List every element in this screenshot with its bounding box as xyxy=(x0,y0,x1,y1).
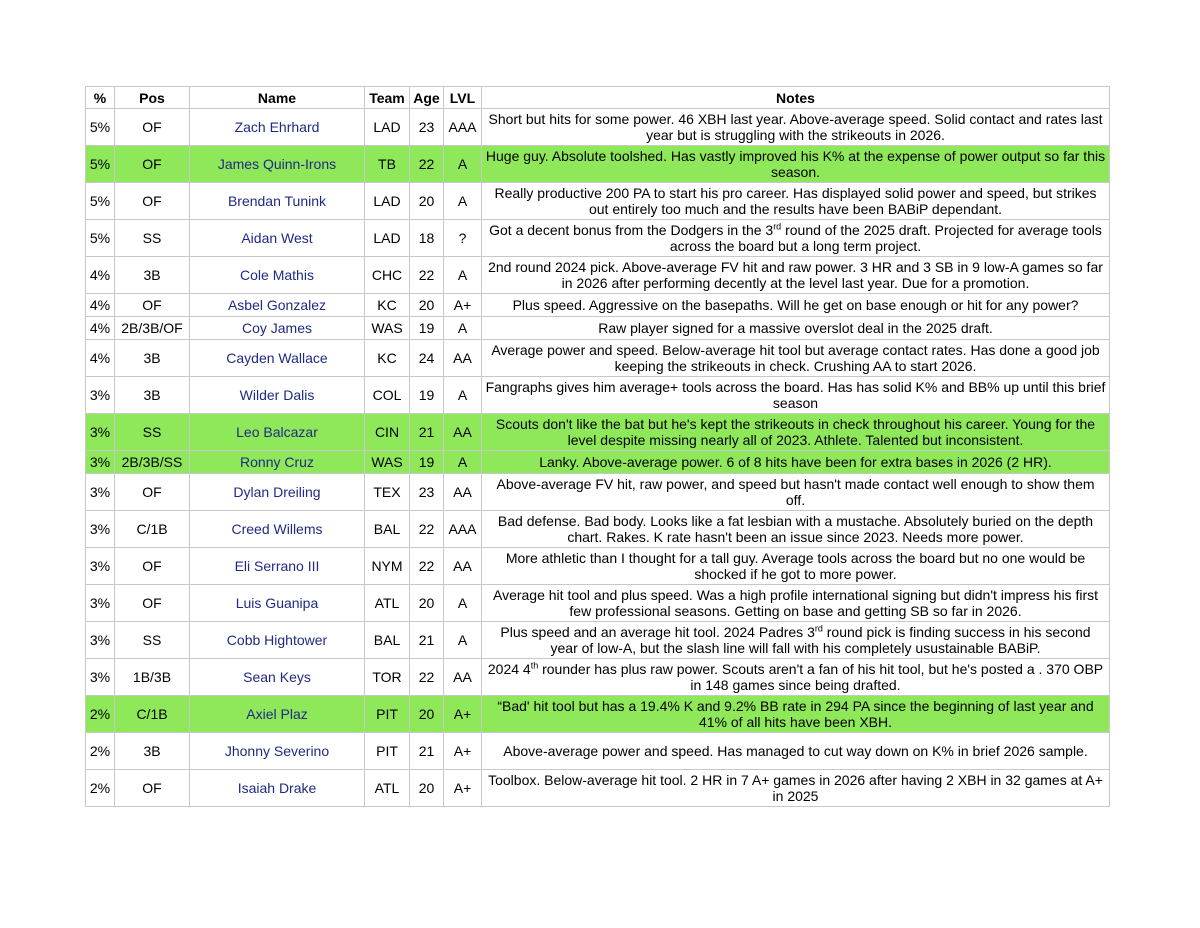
header-age: Age xyxy=(410,87,444,109)
table-row xyxy=(86,511,1110,548)
notes-cell: Got a decent bonus from the Dodgers in the 3rd round of the 2025 draft. Projected for average tools across the board but a long term project. xyxy=(482,220,1110,257)
team-cell: NYM xyxy=(365,548,410,585)
name-cell: Sean Keys xyxy=(190,659,365,696)
age-cell: 18 xyxy=(410,220,444,257)
table-row xyxy=(86,146,1110,183)
name-cell: Aidan West xyxy=(190,220,365,257)
lvl-cell: AA xyxy=(444,340,482,377)
notes-cell: “Bad' hit tool but has a 19.4% K and 9.2% BB rate in 294 PA since the beginning of last year and 41% of all hits have been XBH. xyxy=(482,696,1110,733)
table-row xyxy=(86,183,1110,220)
team-cell: LAD xyxy=(365,183,410,220)
table-row xyxy=(86,317,1110,340)
pct-cell: 3% xyxy=(86,511,115,548)
notes-cell: Average power and speed. Below-average hit tool but average contact rates. Has done a good job keeping the strikeouts in check. Crushing AA to start 2026. xyxy=(482,340,1110,377)
pct-cell: 4% xyxy=(86,257,115,294)
lvl-cell: A+ xyxy=(444,294,482,317)
notes-cell: Lanky. Above-average power. 6 of 8 hits have been for extra bases in 2026 (2 HR). xyxy=(482,451,1110,474)
table-row xyxy=(86,414,1110,451)
table-row xyxy=(86,474,1110,511)
pct-cell: 3% xyxy=(86,659,115,696)
team-cell: WAS xyxy=(365,317,410,340)
lvl-cell: AA xyxy=(444,414,482,451)
notes-cell: Scouts don't like the bat but he's kept the strikeouts in check throughout his career. Young for the level despite missing nearly all of 2023. Athlete. Talented but inconsistent. xyxy=(482,414,1110,451)
pos-cell: SS xyxy=(115,414,190,451)
notes-cell: Plus speed. Aggressive on the basepaths. Will he get on base enough or hit for any power? xyxy=(482,294,1110,317)
team-cell: LAD xyxy=(365,220,410,257)
header-row xyxy=(86,87,1110,109)
age-cell: 22 xyxy=(410,257,444,294)
age-cell: 21 xyxy=(410,622,444,659)
pos-cell: 3B xyxy=(115,377,190,414)
lvl-cell: A xyxy=(444,317,482,340)
table-body xyxy=(86,109,1110,807)
table-row xyxy=(86,109,1110,146)
notes-cell: Short but hits for some power. 46 XBH last year. Above-average speed. Solid contact and rates last year but is struggling with the strikeouts in 2026. xyxy=(482,109,1110,146)
team-cell: PIT xyxy=(365,696,410,733)
lvl-cell: A xyxy=(444,377,482,414)
name-cell: Wilder Dalis xyxy=(190,377,365,414)
team-cell: ATL xyxy=(365,585,410,622)
name-cell: Jhonny Severino xyxy=(190,733,365,770)
pos-cell: 3B xyxy=(115,257,190,294)
header-name: Name xyxy=(190,87,365,109)
age-cell: 24 xyxy=(410,340,444,377)
name-cell: Brendan Tunink xyxy=(190,183,365,220)
pct-cell: 5% xyxy=(86,146,115,183)
notes-cell: Really productive 200 PA to start his pro career. Has displayed solid power and speed, but strikes out entirely too much and the results have been BABiP dependant. xyxy=(482,183,1110,220)
pos-cell: 1B/3B xyxy=(115,659,190,696)
name-cell: Axiel Plaz xyxy=(190,696,365,733)
team-cell: TEX xyxy=(365,474,410,511)
team-cell: KC xyxy=(365,294,410,317)
table-row xyxy=(86,340,1110,377)
name-cell: Cayden Wallace xyxy=(190,340,365,377)
pos-cell: OF xyxy=(115,183,190,220)
lvl-cell: AAA xyxy=(444,511,482,548)
header-notes: Notes xyxy=(482,87,1110,109)
team-cell: BAL xyxy=(365,511,410,548)
age-cell: 22 xyxy=(410,146,444,183)
table-row xyxy=(86,377,1110,414)
age-cell: 20 xyxy=(410,696,444,733)
table-row xyxy=(86,257,1110,294)
lvl-cell: A+ xyxy=(444,770,482,807)
name-cell: Coy James xyxy=(190,317,365,340)
team-cell: ATL xyxy=(365,770,410,807)
notes-cell: Fangraphs gives him average+ tools across the board. Has has solid K% and BB% up until this brief season xyxy=(482,377,1110,414)
pct-cell: 3% xyxy=(86,414,115,451)
team-cell: TB xyxy=(365,146,410,183)
pct-cell: 3% xyxy=(86,548,115,585)
pos-cell: OF xyxy=(115,548,190,585)
lvl-cell: ? xyxy=(444,220,482,257)
pct-cell: 2% xyxy=(86,770,115,807)
age-cell: 23 xyxy=(410,109,444,146)
notes-cell: Huge guy. Absolute toolshed. Has vastly improved his K% at the expense of power output so far this season. xyxy=(482,146,1110,183)
pos-cell: SS xyxy=(115,220,190,257)
lvl-cell: A xyxy=(444,146,482,183)
pos-cell: OF xyxy=(115,585,190,622)
lvl-cell: A+ xyxy=(444,696,482,733)
pos-cell: 2B/3B/OF xyxy=(115,317,190,340)
notes-cell: Above-average power and speed. Has managed to cut way down on K% in brief 2026 sample. xyxy=(482,733,1110,770)
pos-cell: 2B/3B/SS xyxy=(115,451,190,474)
pos-cell: C/1B xyxy=(115,696,190,733)
lvl-cell: AA xyxy=(444,548,482,585)
name-cell: Ronny Cruz xyxy=(190,451,365,474)
header-pct: % xyxy=(86,87,115,109)
pos-cell: OF xyxy=(115,146,190,183)
notes-cell: 2024 4th rounder has plus raw power. Scouts aren't a fan of his hit tool, but he's posted a . 370 OBP in 148 games since being drafted. xyxy=(482,659,1110,696)
pct-cell: 2% xyxy=(86,696,115,733)
table-row xyxy=(86,659,1110,696)
age-cell: 21 xyxy=(410,733,444,770)
name-cell: Cobb Hightower xyxy=(190,622,365,659)
table-row xyxy=(86,696,1110,733)
age-cell: 22 xyxy=(410,659,444,696)
pct-cell: 4% xyxy=(86,317,115,340)
lvl-cell: A xyxy=(444,257,482,294)
pos-cell: OF xyxy=(115,474,190,511)
notes-cell: Average hit tool and plus speed. Was a high profile international signing but didn't impress his first few professional seasons. Getting on base and getting SB so far in 2026. xyxy=(482,585,1110,622)
notes-cell: Toolbox. Below-average hit tool. 2 HR in 7 A+ games in 2026 after having 2 XBH in 32 games at A+ in 2025 xyxy=(482,770,1110,807)
table-row xyxy=(86,622,1110,659)
notes-cell: Raw player signed for a massive overslot deal in the 2025 draft. xyxy=(482,317,1110,340)
name-cell: Eli Serrano III xyxy=(190,548,365,585)
pct-cell: 3% xyxy=(86,377,115,414)
table-row xyxy=(86,733,1110,770)
age-cell: 19 xyxy=(410,451,444,474)
team-cell: COL xyxy=(365,377,410,414)
pos-cell: SS xyxy=(115,622,190,659)
age-cell: 21 xyxy=(410,414,444,451)
age-cell: 20 xyxy=(410,585,444,622)
header-lvl: LVL xyxy=(444,87,482,109)
pct-cell: 5% xyxy=(86,109,115,146)
team-cell: TOR xyxy=(365,659,410,696)
age-cell: 20 xyxy=(410,294,444,317)
pct-cell: 3% xyxy=(86,474,115,511)
lvl-cell: A xyxy=(444,622,482,659)
header-team: Team xyxy=(365,87,410,109)
pct-cell: 4% xyxy=(86,294,115,317)
name-cell: Dylan Dreiling xyxy=(190,474,365,511)
team-cell: CIN xyxy=(365,414,410,451)
notes-cell: Above-average FV hit, raw power, and speed but hasn't made contact well enough to show them off. xyxy=(482,474,1110,511)
age-cell: 19 xyxy=(410,317,444,340)
table-row xyxy=(86,294,1110,317)
lvl-cell: A xyxy=(444,585,482,622)
team-cell: PIT xyxy=(365,733,410,770)
age-cell: 23 xyxy=(410,474,444,511)
age-cell: 22 xyxy=(410,511,444,548)
age-cell: 20 xyxy=(410,183,444,220)
table-row xyxy=(86,585,1110,622)
pos-cell: C/1B xyxy=(115,511,190,548)
team-cell: CHC xyxy=(365,257,410,294)
team-cell: BAL xyxy=(365,622,410,659)
prospect-table xyxy=(85,86,1110,807)
notes-cell: 2nd round 2024 pick. Above-average FV hit and raw power. 3 HR and 3 SB in 9 low-A games so far in 2026 after performing decently at the level last year. Due for a promotion. xyxy=(482,257,1110,294)
lvl-cell: AAA xyxy=(444,109,482,146)
notes-cell: Plus speed and an average hit tool. 2024 Padres 3rd round pick is finding success in his second year of low-A, but the slash line will fall with his completely usustainable BABiP. xyxy=(482,622,1110,659)
table-row xyxy=(86,451,1110,474)
lvl-cell: A xyxy=(444,451,482,474)
table-row xyxy=(86,770,1110,807)
pct-cell: 3% xyxy=(86,585,115,622)
pct-cell: 3% xyxy=(86,451,115,474)
name-cell: Luis Guanipa xyxy=(190,585,365,622)
pct-cell: 4% xyxy=(86,340,115,377)
lvl-cell: AA xyxy=(444,474,482,511)
name-cell: James Quinn-Irons xyxy=(190,146,365,183)
team-cell: WAS xyxy=(365,451,410,474)
pct-cell: 2% xyxy=(86,733,115,770)
pos-cell: OF xyxy=(115,109,190,146)
age-cell: 19 xyxy=(410,377,444,414)
lvl-cell: AA xyxy=(444,659,482,696)
pos-cell: OF xyxy=(115,770,190,807)
age-cell: 22 xyxy=(410,548,444,585)
pos-cell: OF xyxy=(115,294,190,317)
name-cell: Cole Mathis xyxy=(190,257,365,294)
lvl-cell: A xyxy=(444,183,482,220)
pos-cell: 3B xyxy=(115,733,190,770)
name-cell: Isaiah Drake xyxy=(190,770,365,807)
team-cell: KC xyxy=(365,340,410,377)
pct-cell: 5% xyxy=(86,220,115,257)
notes-cell: More athletic than I thought for a tall guy. Average tools across the board but no one would be shocked if he got to more power. xyxy=(482,548,1110,585)
name-cell: Zach Ehrhard xyxy=(190,109,365,146)
notes-cell: Bad defense. Bad body. Looks like a fat lesbian with a mustache. Absolutely buried on the depth chart. Rakes. K rate hasn't been an issue since 2023. Needs more power. xyxy=(482,511,1110,548)
name-cell: Asbel Gonzalez xyxy=(190,294,365,317)
table-row xyxy=(86,548,1110,585)
header-pos: Pos xyxy=(115,87,190,109)
name-cell: Leo Balcazar xyxy=(190,414,365,451)
lvl-cell: A+ xyxy=(444,733,482,770)
pct-cell: 3% xyxy=(86,622,115,659)
pct-cell: 5% xyxy=(86,183,115,220)
table-row xyxy=(86,220,1110,257)
age-cell: 20 xyxy=(410,770,444,807)
pos-cell: 3B xyxy=(115,340,190,377)
name-cell: Creed Willems xyxy=(190,511,365,548)
team-cell: LAD xyxy=(365,109,410,146)
